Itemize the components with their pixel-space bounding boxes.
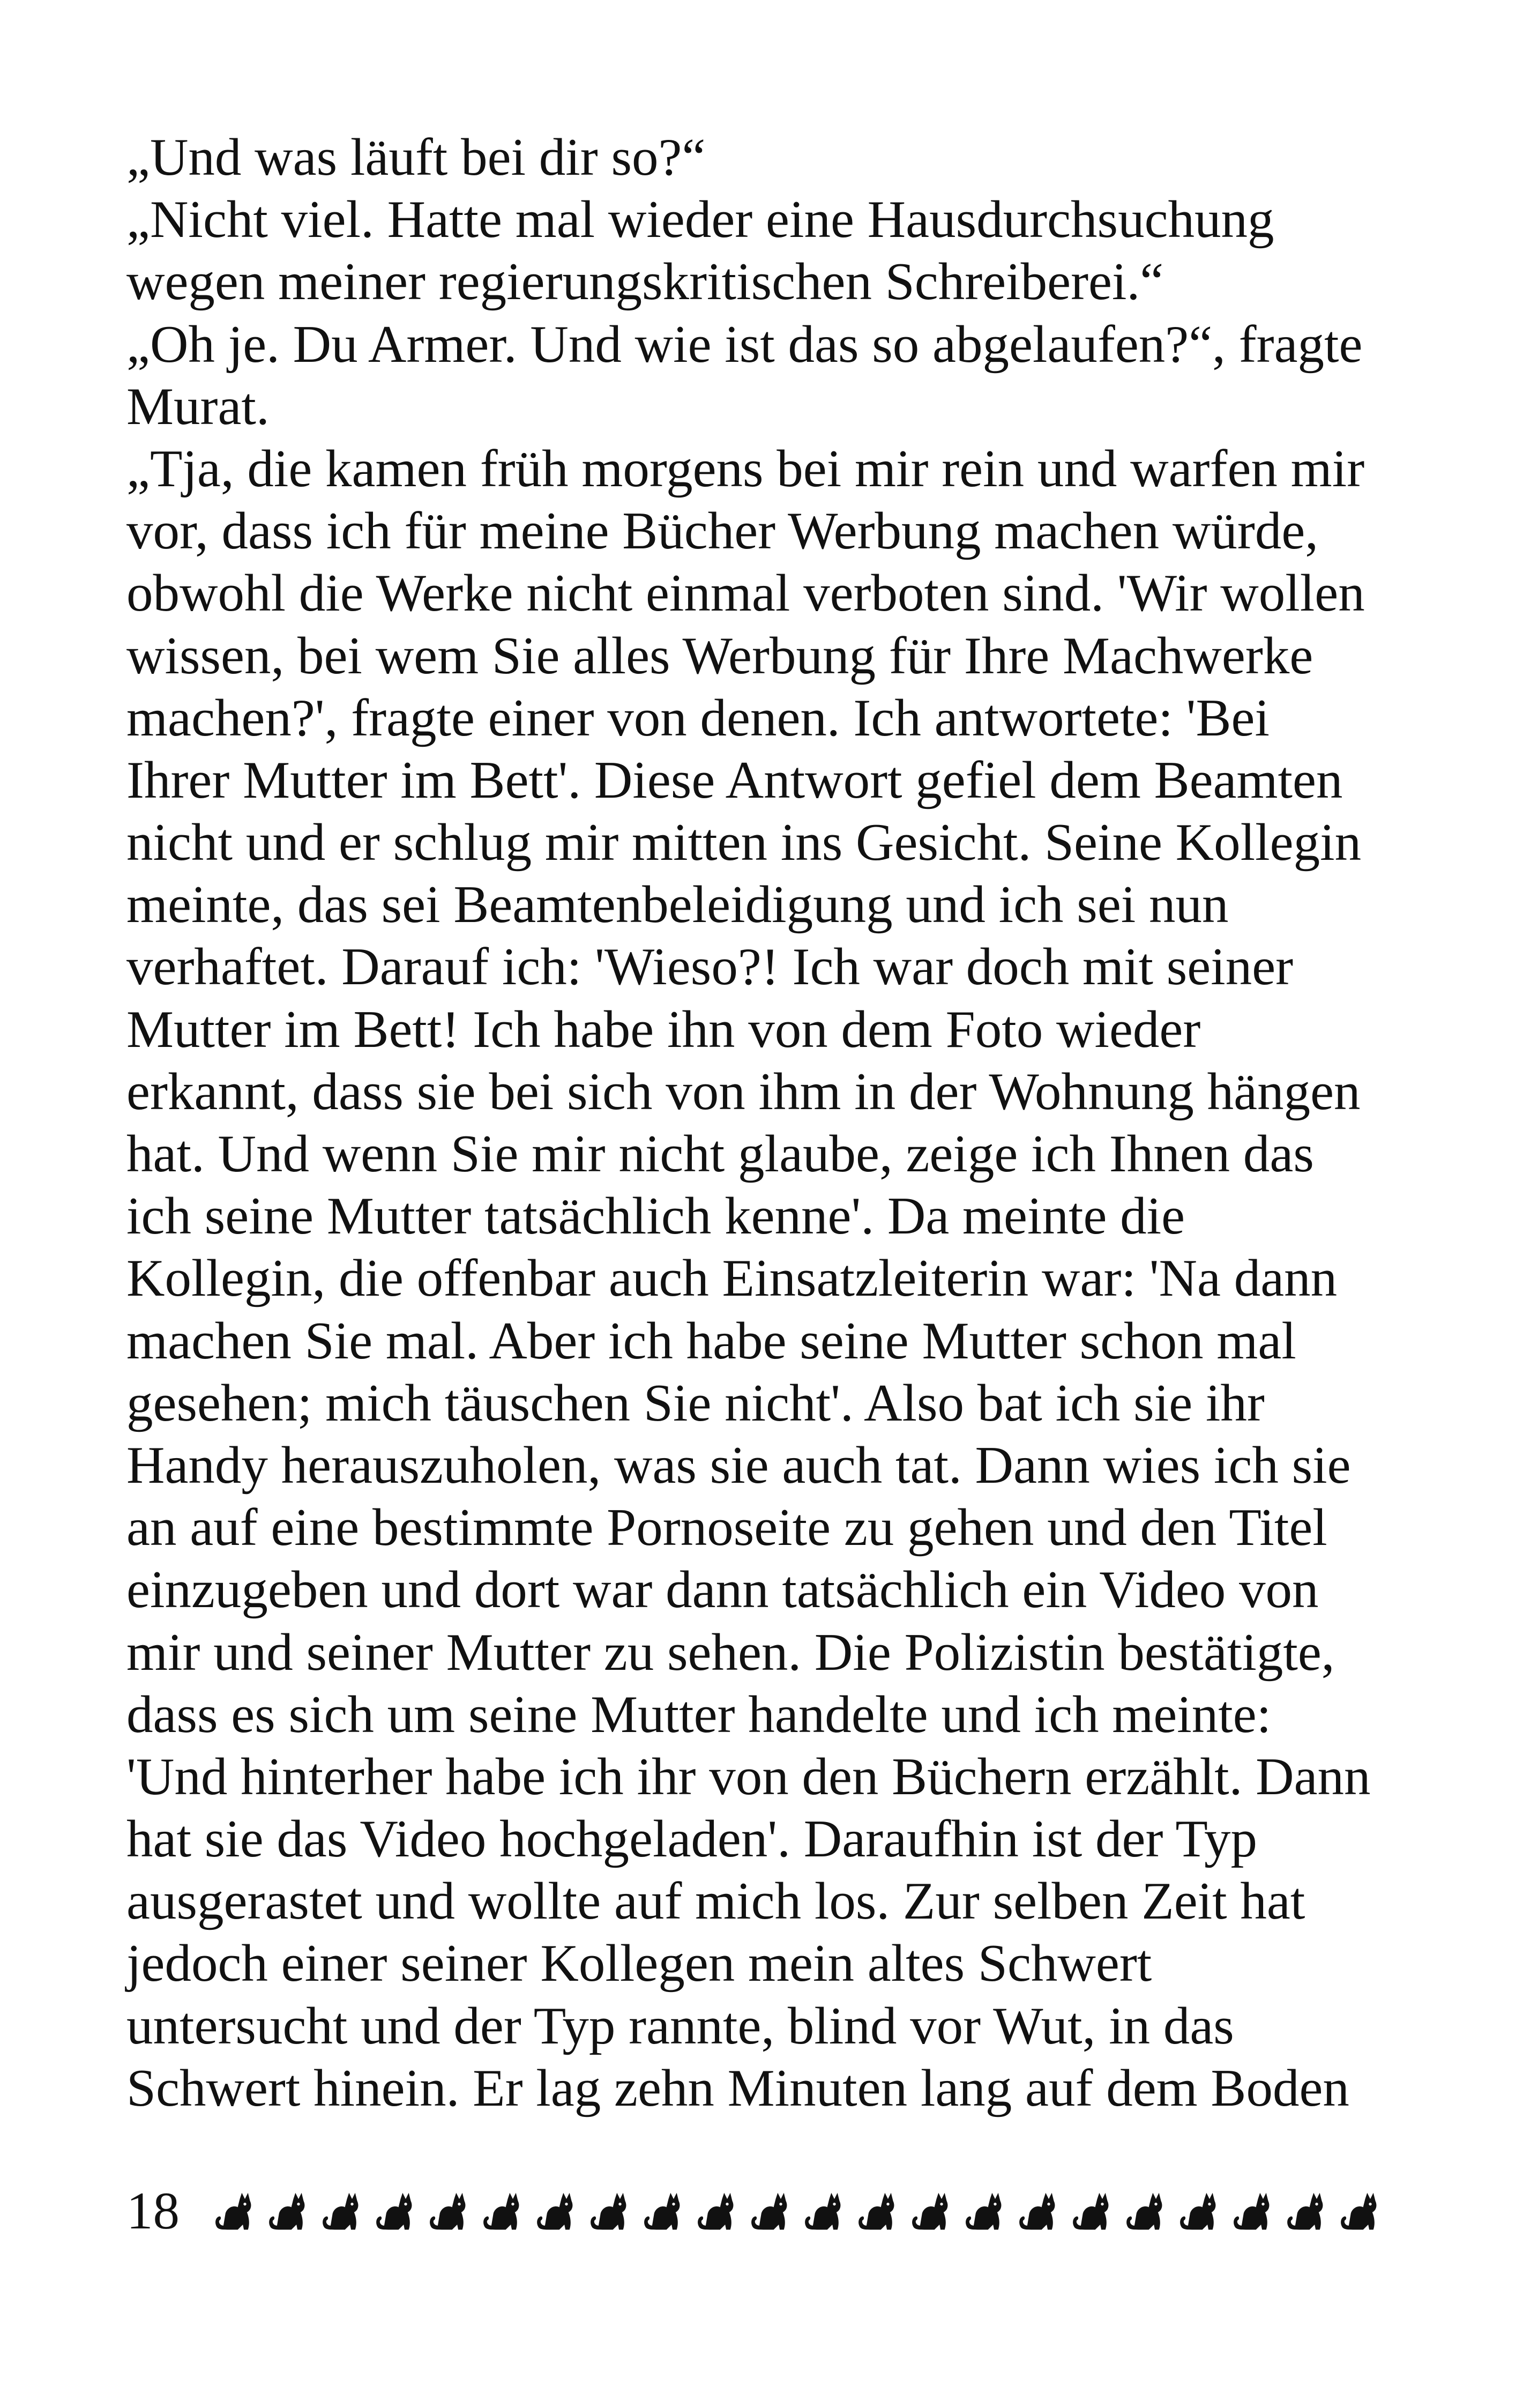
cat-icon [534, 2189, 576, 2234]
text-line: meinte, das sei Beamtenbeleidigung und ich sei nun [126, 875, 1229, 934]
text-line: mir und seiner Mutter zu sehen. Die Polizistin bestätigte, [126, 1623, 1335, 1682]
cat-icon [427, 2189, 469, 2234]
text-line: ich seine Mutter tatsächlich kenne'. Da meinte die [126, 1187, 1185, 1246]
page-number: 18 [126, 2182, 180, 2240]
text-line: Murat. [126, 377, 270, 436]
text-line: „Oh je. Du Armer. Und wie ist das so abgelaufen?“, fragte [126, 315, 1363, 374]
text-line: dass es sich um seine Mutter handelte und ich meinte: [126, 1685, 1272, 1744]
cat-icon [266, 2189, 308, 2234]
cat-icon [802, 2189, 844, 2234]
text-line: vor, dass ich für meine Bücher Werbung machen würde, [126, 502, 1319, 561]
text-line: Mutter im Bett! Ich habe ihn von dem Foto wieder [126, 1000, 1201, 1059]
cat-icon [749, 2189, 790, 2234]
cat-icon [1070, 2189, 1112, 2234]
cat-icon [1231, 2189, 1273, 2234]
cat-icon [213, 2189, 255, 2234]
page-footer [126, 2179, 1402, 2243]
text-line: an auf eine bestimmte Pornoseite zu gehen und den Titel [126, 1498, 1327, 1557]
text-line: einzugeben und dort war dann tatsächlich ein Video von [126, 1560, 1319, 1619]
cat-icon [963, 2189, 1005, 2234]
text-line: „Nicht viel. Hatte mal wieder eine Hausdurchsuchung [126, 190, 1274, 249]
cat-icon [909, 2189, 951, 2234]
text-line: untersucht und der Typ rannte, blind vor Wut, in das [126, 1996, 1234, 2055]
text-line: wegen meiner regierungskritischen Schreiberei.“ [126, 252, 1164, 311]
text-line: nicht und er schlug mir mitten ins Gesicht. Seine Kollegin [126, 813, 1362, 872]
cat-icon [374, 2189, 415, 2234]
text-line: ausgerastet und wollte auf mich los. Zur selben Zeit hat [126, 1872, 1305, 1931]
text-line: hat sie das Video hochgeladen'. Daraufhin ist der Typ [126, 1810, 1257, 1869]
text-line: 'Und hinterher habe ich ihr von den Büchern erzählt. Dann [126, 1747, 1371, 1806]
cat-icon [1017, 2189, 1058, 2234]
text-line: Schwert hinein. Er lag zehn Minuten lang auf dem Boden [126, 2058, 1349, 2117]
text-line: erkannt, dass sie bei sich von ihm in der Wohnung hängen [126, 1062, 1361, 1121]
cat-icon [856, 2189, 898, 2234]
text-line: „Tja, die kamen früh morgens bei mir rein und warfen mir [126, 439, 1365, 498]
text-line: machen?', fragte einer von denen. Ich antwortete: 'Bei [126, 688, 1270, 747]
text-line: Handy herauszuholen, was sie auch tat. Dann wies ich sie [126, 1436, 1351, 1495]
text-line: gesehen; mich täuschen Sie nicht'. Also bat ich sie ihr [126, 1373, 1265, 1432]
cat-icon [695, 2189, 737, 2234]
cat-icon [1285, 2189, 1326, 2234]
text-line: hat. Und wenn Sie mir nicht glaube, zeige ich Ihnen das [126, 1125, 1314, 1183]
text-line: jedoch einer seiner Kollegen mein altes Schwert [126, 1934, 1152, 1993]
cat-ornament-row [213, 2189, 1392, 2234]
text-line: machen Sie mal. Aber ich habe seine Mutter schon mal [126, 1311, 1296, 1370]
text-line: Kollegin, die offenbar auch Einsatzleiterin war: 'Na dann [126, 1249, 1338, 1308]
body-text [126, 127, 1402, 2120]
text-line: obwohl die Werke nicht einmal verboten sind. 'Wir wollen [126, 564, 1365, 623]
cat-icon [1338, 2189, 1380, 2234]
cat-icon [1177, 2189, 1219, 2234]
cat-icon [588, 2189, 630, 2234]
cat-icon [481, 2189, 522, 2234]
text-line: Ihrer Mutter im Bett'. Diese Antwort gefiel dem Beamten [126, 750, 1343, 809]
cat-icon [1124, 2189, 1166, 2234]
text-line: verhaftet. Darauf ich: 'Wieso?! Ich war doch mit seiner [126, 938, 1294, 997]
text-line: wissen, bei wem Sie alles Werbung für Ihre Machwerke [126, 626, 1313, 685]
text-line: „Und was läuft bei dir so?“ [126, 128, 706, 187]
cat-icon [641, 2189, 683, 2234]
cat-icon [320, 2189, 362, 2234]
